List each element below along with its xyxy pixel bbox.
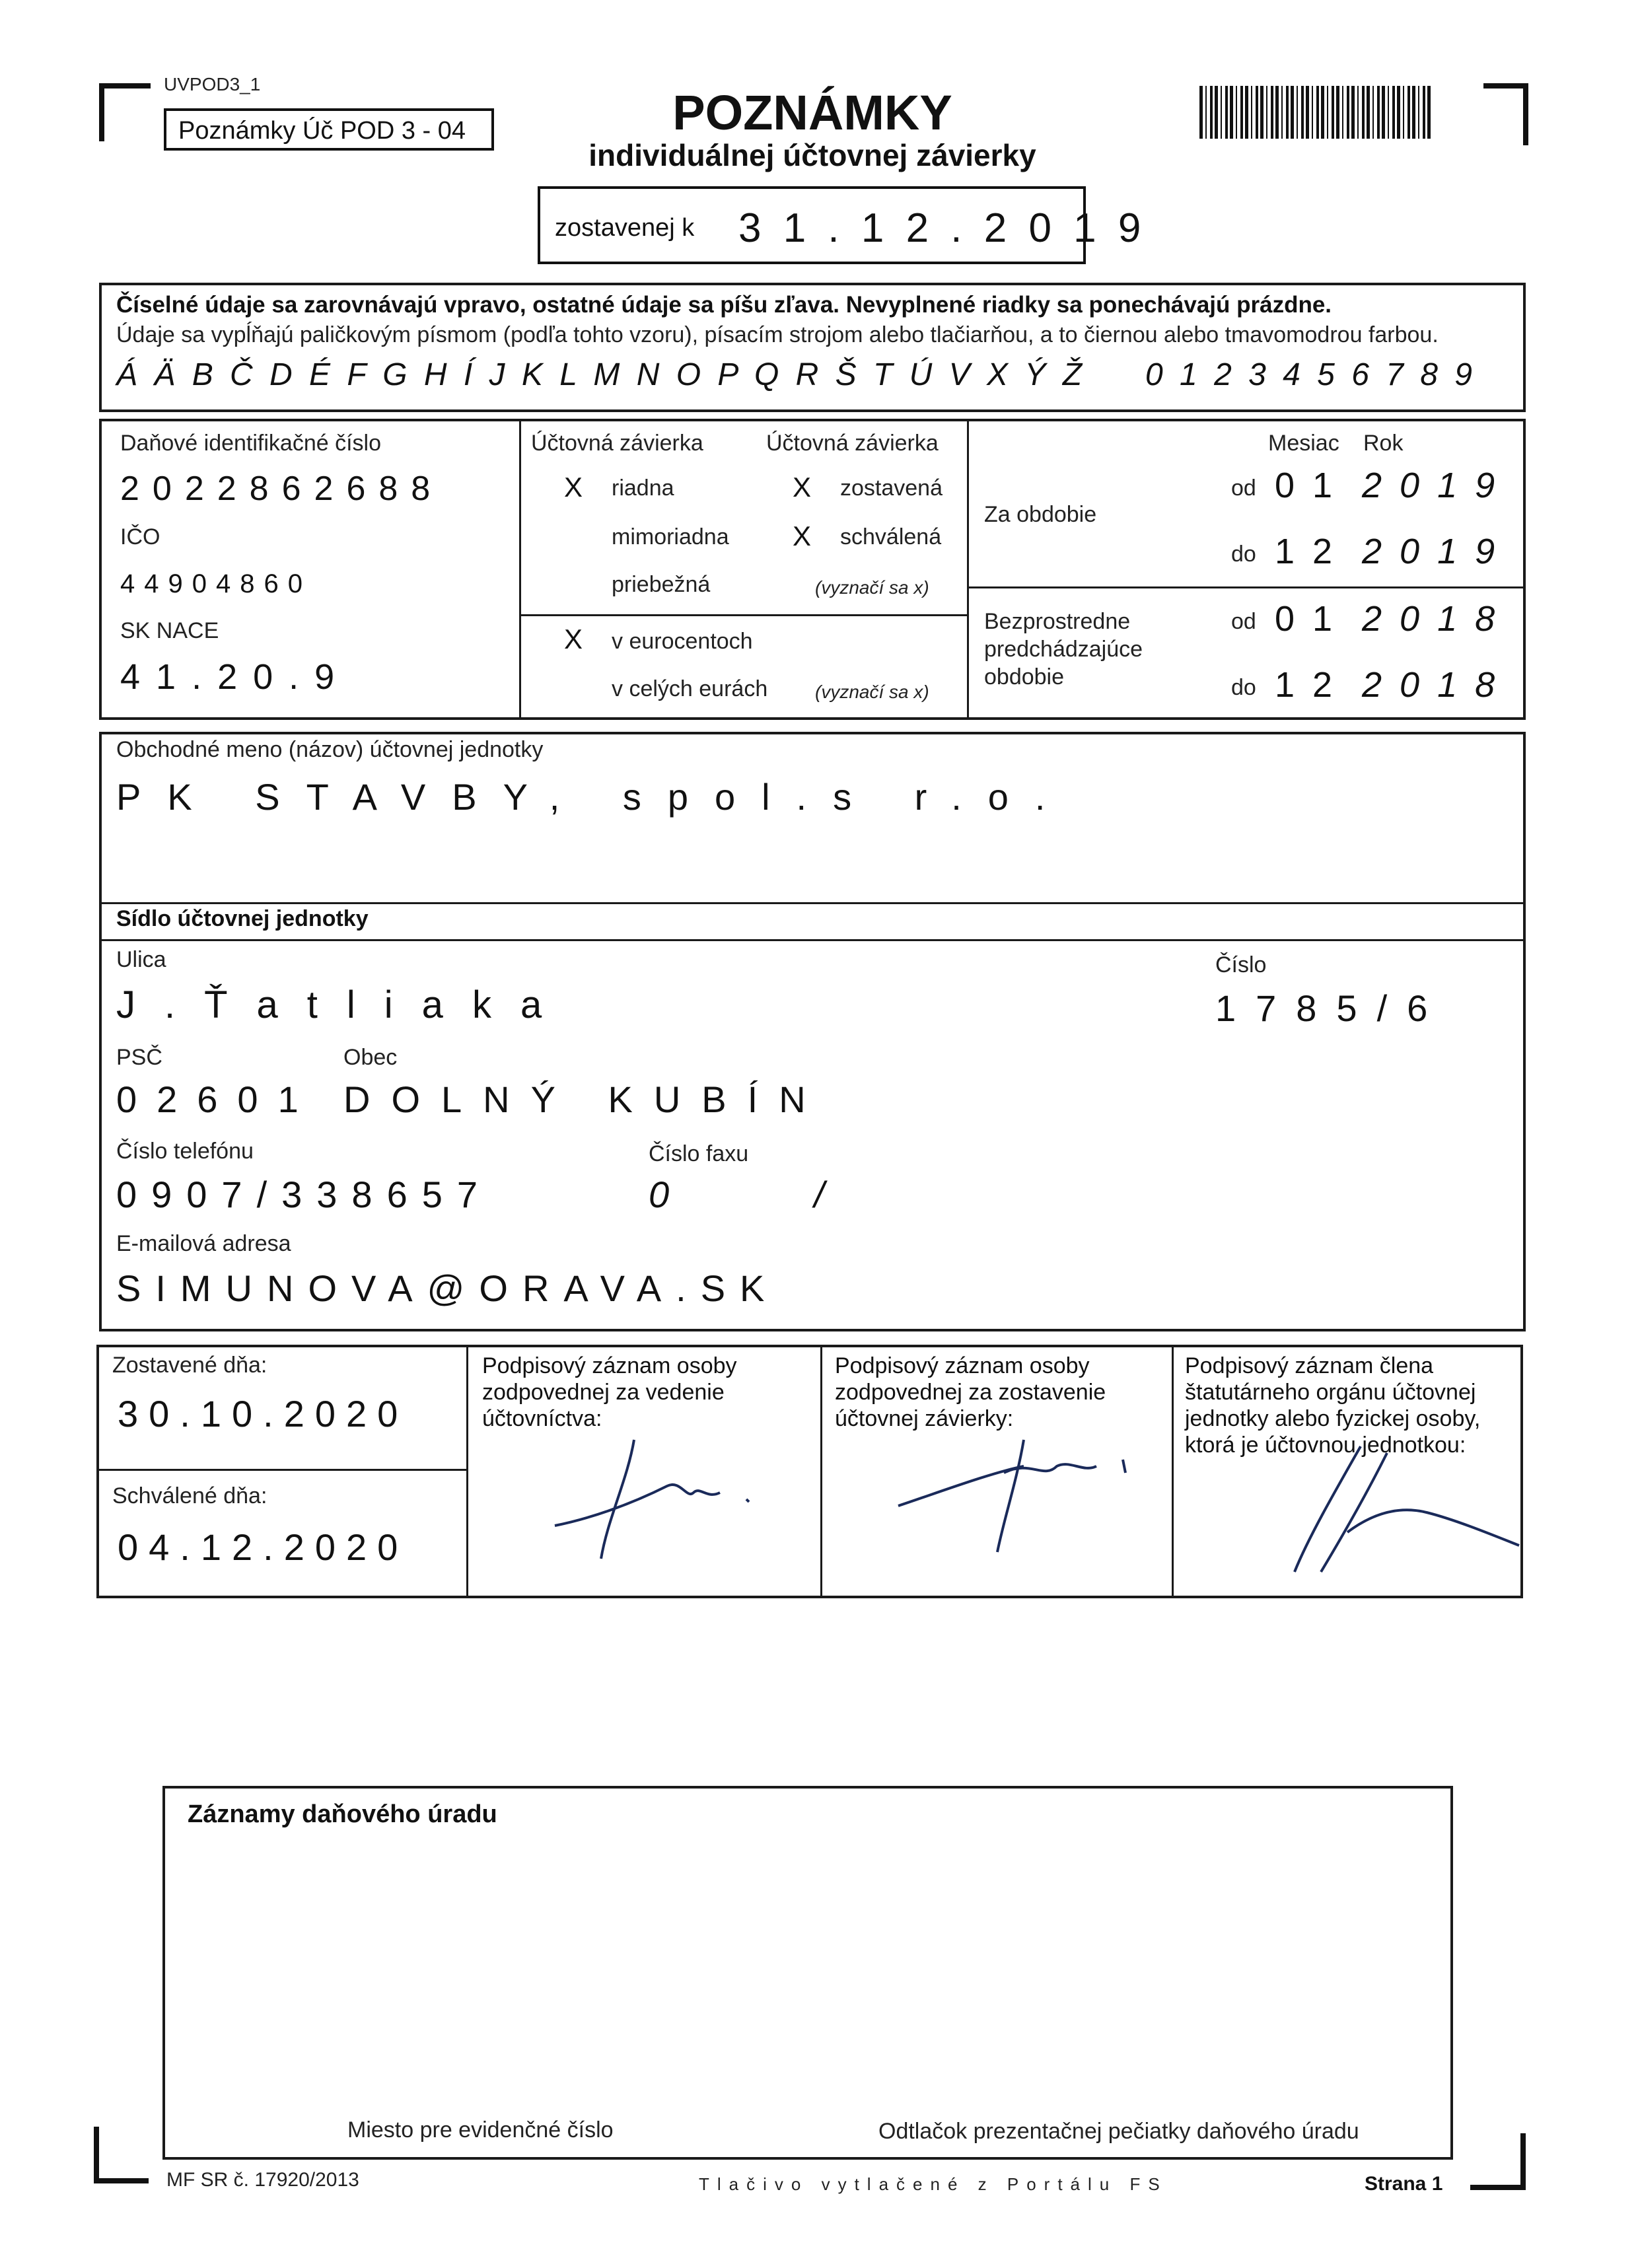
prev-from-month: 0 1 <box>1275 599 1337 639</box>
number-value: 1785/6 <box>1215 987 1448 1029</box>
riadna-mark[interactable]: X <box>564 472 583 503</box>
cur-do-label: do <box>1231 542 1256 567</box>
email-label: E-mailová adresa <box>116 1231 291 1256</box>
page-subtitle: individuálnej účtovnej závierky <box>588 138 1036 172</box>
corner-mark-bottom-left <box>94 2127 149 2183</box>
approved-on-label: Schválené dňa: <box>112 1483 267 1508</box>
cur-to-year: 2 0 1 9 <box>1362 532 1499 571</box>
alphabet-sample: Á Ä B Č D É F G H Í J K L M N O P Q R Š T Ú V X Ý Ž <box>116 357 1086 392</box>
compiled-on-value: 30.10.2020 <box>118 1393 409 1435</box>
form-code: UVPOD3_1 <box>164 74 261 94</box>
prev-period-label-1: Bezprostredne <box>984 609 1131 634</box>
form-box <box>164 108 494 151</box>
sig2-label: Podpisový záznam osoby zodpovednej za zostavenie účtovnej závierky: <box>835 1353 1106 1431</box>
sig1-label: Podpisový záznam osoby zodpovednej za vedenie účtovníctva: <box>482 1353 737 1431</box>
type-col1-header: Účtovná závierka <box>531 431 703 456</box>
approved-on-value: 04.12.2020 <box>118 1526 409 1568</box>
zostavena-label: zostavená <box>840 476 943 501</box>
city-value: DOLNÝ KUBÍN <box>343 1079 827 1120</box>
eurocentoch-label: v eurocentoch <box>612 629 753 654</box>
signature-3 <box>1268 1433 1546 1585</box>
number-label: Číslo <box>1215 952 1267 977</box>
current-period-label: Za obdobie <box>984 502 1097 527</box>
type-col2-header: Účtovná závierka <box>766 431 939 456</box>
schvalena-mark[interactable]: X <box>793 520 812 551</box>
cur-od-label: od <box>1231 476 1256 501</box>
month-header: Mesiac <box>1268 431 1339 456</box>
sig3-label: Podpisový záznam člena štatutárneho orgánu účtovnej jednotky alebo fyzickej osoby, ktorá je účtovnou jednotkou: <box>1185 1353 1481 1458</box>
street-label: Ulica <box>116 947 166 972</box>
prev-period-label-2: predchádzajúce <box>984 637 1143 662</box>
street-value: J.Ťatliaka <box>116 983 571 1026</box>
tax-office-title: Záznamy daňového úradu <box>188 1800 497 1828</box>
company-name-label: Obchodné meno (názov) účtovnej jednotky <box>116 737 544 762</box>
fax-value: 0 / <box>649 1174 837 1215</box>
prev-period-label-3: obdobie <box>984 664 1065 690</box>
signature-1 <box>535 1413 773 1585</box>
compiled-date-value: 3 1 . 1 2 . 2 0 1 9 <box>738 205 1147 251</box>
unit-mark-hint: (vyznačí sa x) <box>815 682 929 702</box>
priebezna-label: priebežná <box>612 572 711 597</box>
digits-sample: 0 1 2 3 4 5 6 7 8 9 <box>1145 357 1476 392</box>
corner-mark-top-right <box>1483 83 1528 145</box>
nace-label: SK NACE <box>120 618 219 643</box>
nace-value: 41.20.9 <box>120 657 351 697</box>
eurocentoch-mark[interactable]: X <box>564 623 583 655</box>
cur-from-month: 0 1 <box>1275 466 1337 505</box>
year-header: Rok <box>1363 431 1404 456</box>
stamp-label: Odtlačok prezentačnej pečiatky daňového úradu <box>878 2119 1359 2144</box>
cur-to-month: 1 2 <box>1275 532 1337 571</box>
footer-decree: MF SR č. 17920/2013 <box>166 2169 359 2191</box>
phone-label: Číslo telefónu <box>116 1139 254 1164</box>
dic-label: Daňové identifikačné číslo <box>120 431 382 456</box>
compiled-date-label: zostavenej k <box>555 214 695 242</box>
phone-value: 0907/338657 <box>116 1174 493 1215</box>
identity-box <box>99 419 1526 720</box>
riadna-label: riadna <box>612 476 674 501</box>
instructions-line1: Číselné údaje sa zarovnávajú vpravo, ostatné údaje sa píšu zľava. Nevyplnené riadky sa ponechávajú prázdne. <box>116 292 1332 318</box>
evidence-number-label: Miesto pre evidenčné číslo <box>347 2117 614 2143</box>
psc-value: 02601 <box>116 1079 318 1120</box>
company-name-value: PK STAVBY, spol.s r.o. <box>116 776 1072 818</box>
psc-label: PSČ <box>116 1045 162 1070</box>
corner-mark-bottom-right <box>1470 2133 1526 2190</box>
schvalena-label: schválená <box>840 524 942 549</box>
signatures-box <box>96 1345 1523 1598</box>
celych-eurach-label: v celých eurách <box>612 676 768 701</box>
city-label: Obec <box>343 1045 398 1070</box>
prev-do-label: do <box>1231 675 1256 700</box>
fax-label: Číslo faxu <box>649 1141 749 1166</box>
instructions-line2: Údaje sa vypĺňajú paličkovým písmom (podľa tohto vzoru), písacím strojom alebo tlačiarňou, a to čiernou alebo tmavomodrou farbou. <box>116 322 1439 347</box>
zostavena-mark[interactable]: X <box>793 472 812 503</box>
barcode <box>1199 86 1432 139</box>
prev-to-month: 1 2 <box>1275 665 1337 705</box>
seat-label: Sídlo účtovnej jednotky <box>116 906 369 931</box>
mimoriadna-label: mimoriadna <box>612 524 729 549</box>
footer-printed: Tlačivo vytlačené z Portálu FS <box>699 2174 1168 2194</box>
corner-mark-top-left <box>99 83 151 141</box>
form-box-label: Poznámky Úč POD 3 - 04 <box>178 117 466 145</box>
company-box <box>99 732 1526 1331</box>
cur-from-year: 2 0 1 9 <box>1362 466 1499 505</box>
prev-to-year: 2 0 1 8 <box>1362 665 1499 705</box>
compiled-date-box <box>538 186 1147 264</box>
prev-from-year: 2 0 1 8 <box>1362 599 1499 639</box>
ico-label: IČO <box>120 524 160 549</box>
footer-page: Strana 1 <box>1365 2173 1443 2195</box>
dic-value: 2022862688 <box>120 470 444 508</box>
compiled-on-label: Zostavené dňa: <box>112 1353 267 1378</box>
type-mark-hint: (vyznačí sa x) <box>815 577 929 598</box>
tax-office-box <box>162 1786 1453 2160</box>
page-title: POZNÁMKY <box>672 85 952 140</box>
prev-od-label: od <box>1231 609 1256 634</box>
email-value: SIMUNOVA@ORAVA.SK <box>116 1267 779 1309</box>
instructions-box <box>99 283 1526 412</box>
ico-value: 44904860 <box>120 569 312 598</box>
signature-2 <box>872 1420 1189 1585</box>
